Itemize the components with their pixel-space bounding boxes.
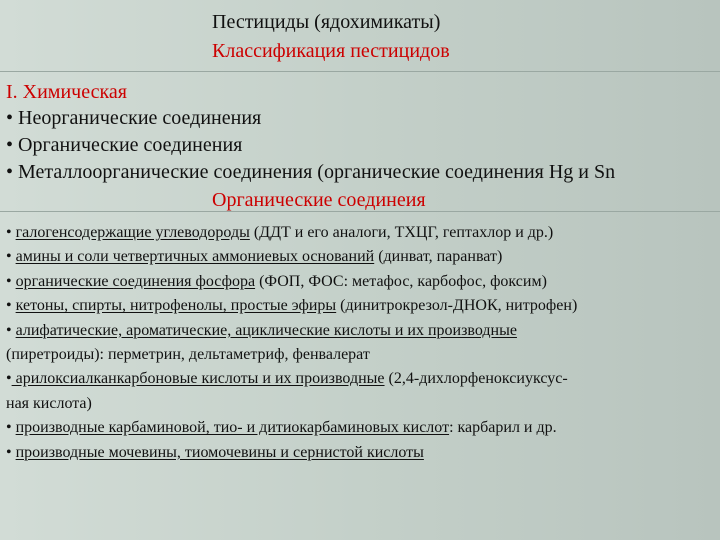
list-item-continuation	[6, 343, 720, 367]
compound-class: галогенсодержащие углеводороды	[15, 224, 250, 241]
list-item	[6, 245, 720, 269]
slide-title: Пестициды (ядохимикаты)	[212, 11, 441, 33]
compound-examples: (пиретроиды): перметрин, дельтаметриф, фенвалерат	[6, 346, 370, 364]
category-list	[6, 105, 615, 186]
list-item	[6, 416, 720, 440]
list-item	[6, 319, 720, 343]
compound-class: алифатические, ароматические, ациклические кислоты и их производные	[15, 321, 517, 339]
bullet-icon: •	[6, 161, 19, 183]
divider-top	[0, 71, 720, 72]
list-item	[6, 270, 720, 294]
list-item	[6, 294, 720, 318]
compound-examples: (динват, паранват)	[374, 248, 503, 266]
list-item	[6, 221, 720, 245]
bullet-icon: •	[6, 297, 16, 315]
compound-class: амины и соли четвертичных аммониевых оснований	[15, 248, 375, 266]
compound-class: производные мочевины, тиомочевины и сернистой кислоты	[15, 443, 424, 461]
compound-class: производные карбаминовой, тио- и дитиокарбаминовых кислот	[15, 419, 450, 437]
compound-examples: (ФОП, ФОС: метафос, карбофос, фоксим)	[255, 272, 547, 290]
bullet-icon: •	[6, 224, 16, 241]
compound-class: органические соединения фосфора	[15, 272, 256, 290]
bullet-icon: •	[6, 248, 16, 266]
compound-examples: (ДДТ и его аналоги, ТХЦГ, гептахлор и др.)	[249, 224, 554, 241]
category-item: • Неорганические соединения	[6, 107, 262, 129]
bullet-icon: •	[6, 321, 16, 339]
compound-examples: : карбарил и др.	[449, 419, 557, 437]
compound-class: кетоны, спирты, нитрофенолы, простые эфиры	[15, 297, 337, 315]
slide-subtitle: Классификация пестицидов	[212, 40, 450, 62]
compound-class: арилоксиалканкарбоновые кислоты и их производные	[11, 370, 385, 388]
bullet-icon: •	[6, 134, 19, 156]
list-item	[6, 441, 720, 465]
bullet-icon: •	[6, 419, 16, 437]
bullet-icon: •	[6, 107, 19, 129]
list-item	[6, 367, 720, 391]
category-item: • Органические соединения	[6, 134, 243, 156]
list-item-continuation	[6, 392, 720, 416]
organic-compounds-list	[6, 221, 720, 465]
bullet-icon: •	[6, 272, 16, 290]
compound-examples: (динитрокрезол-ДНОК, нитрофен)	[336, 297, 578, 315]
divider-middle	[0, 211, 720, 212]
organic-subheading: Органические соединеия	[212, 189, 426, 211]
bullet-icon: •	[6, 443, 16, 461]
section-heading: I. Химическая	[6, 81, 127, 103]
bullet-icon: •	[6, 370, 12, 388]
category-item: • Металлоорганические соединения (органические соединения Hg и Sn	[6, 161, 616, 183]
compound-examples: (2,4-дихлорфеноксиуксус-	[384, 370, 568, 388]
compound-examples: ная кислота)	[6, 394, 92, 412]
